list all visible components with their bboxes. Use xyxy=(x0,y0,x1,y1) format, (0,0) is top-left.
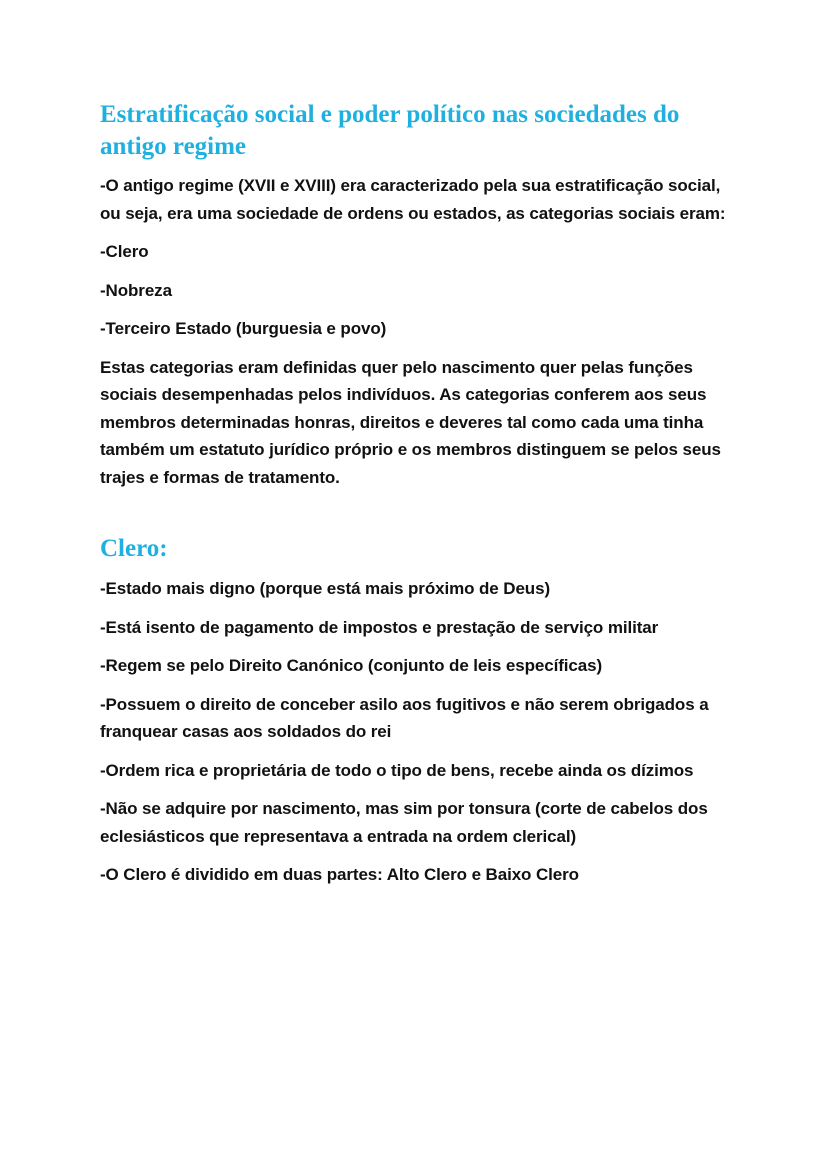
list-item-terceiro-estado: -Terceiro Estado (burguesia e povo) xyxy=(100,319,387,338)
clero-item: -O Clero é dividido em duas partes: Alto Clero e Baixo Clero xyxy=(100,865,579,884)
section-title-clero: Clero: xyxy=(100,535,168,562)
section-title-stratification: Estratificação social e poder político nas sociedades do antigo regime xyxy=(100,101,680,160)
list-item-clero: -Clero xyxy=(100,242,149,261)
clero-item: -Está isento de pagamento de impostos e prestação de serviço militar xyxy=(100,617,659,637)
clero-item: -Estado mais digno (porque está mais próximo de Deus) xyxy=(100,579,551,598)
list-item-nobreza: -Nobreza xyxy=(100,280,172,300)
clero-item: -Ordem rica e proprietária de todo o tipo de bens, recebe ainda os dízimos xyxy=(100,760,694,780)
clero-item: -Regem se pelo Direito Canónico (conjunto de leis específicas) xyxy=(100,656,603,675)
intro-paragraph: -O antigo regime (XVII e XVIII) era caracterizado pela sua estratificação social, ou seja, era uma sociedade de ordens ou estados, as categorias sociais eram: xyxy=(100,176,726,223)
closing-paragraph: Estas categorias eram definidas quer pelo nascimento quer pelas funções sociais desempenhadas pelos indivíduos. As categorias conferem aos seus membros determinadas honras, direitos e deveres tal como cada uma tinha também um estatuto jurídico próprio e os membros distinguem se pelos seus trajes e formas de tratamento. xyxy=(100,357,721,487)
clero-item: -Não se adquire por nascimento, mas sim por tonsura (corte de cabelos dos eclesiásticos que representava a entrada na ordem clerical) xyxy=(100,799,708,846)
document-content xyxy=(100,99,740,900)
clero-item: -Possuem o direito de conceber asilo aos fugitivos e não serem obrigados a franquear casas aos soldados do rei xyxy=(100,694,709,741)
